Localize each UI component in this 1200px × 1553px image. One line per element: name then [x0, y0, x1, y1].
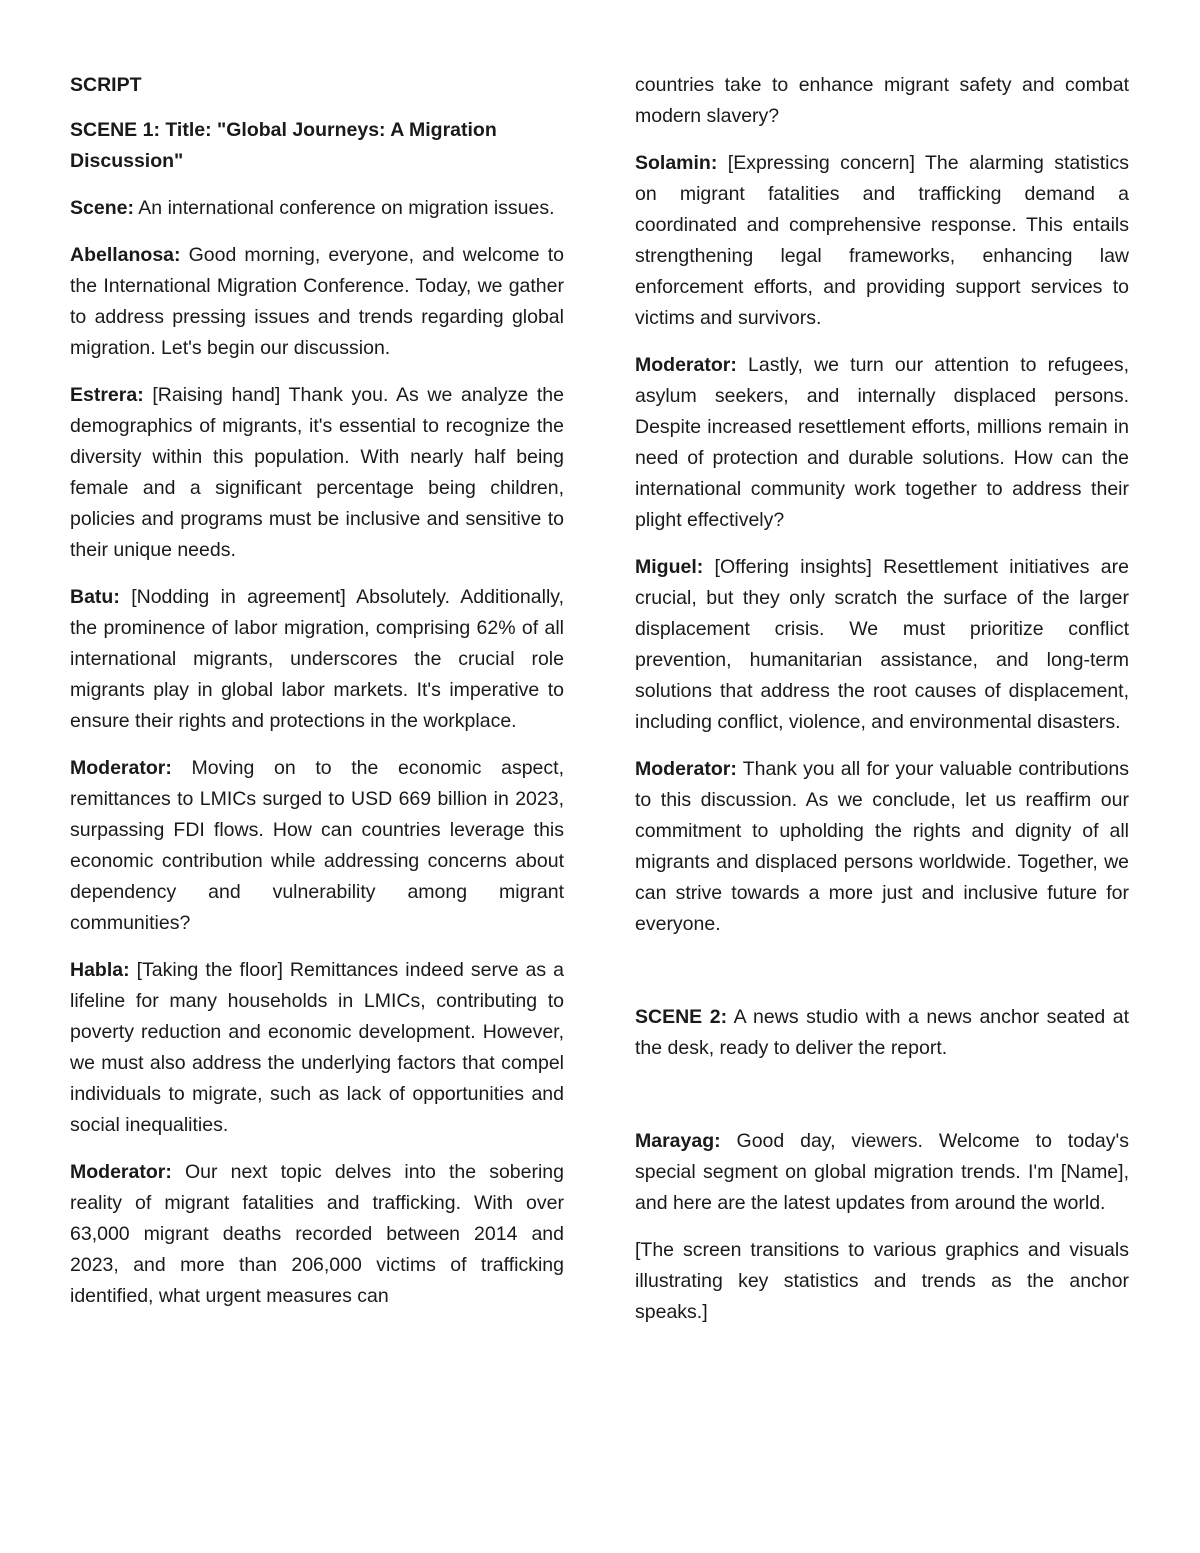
- speaker-name: Abellanosa:: [70, 244, 181, 266]
- scene2-text: A news studio with a news anchor seated at the desk, ready to deliver the report.: [635, 1006, 1129, 1059]
- dialogue-marayag: [635, 1126, 1129, 1219]
- dialogue-abellanosa: [70, 240, 564, 364]
- scene-description: [70, 193, 564, 224]
- speaker-name: Miguel:: [635, 556, 704, 578]
- scene2-label: SCENE 2:: [635, 1006, 728, 1028]
- dialogue-text: Good day, viewers. Welcome to today's special segment on global migration trends. I'm [Name], and here are the latest updates from around the world.: [635, 1130, 1129, 1214]
- dialogue-moderator-4: [635, 754, 1129, 940]
- speaker-name: Batu:: [70, 586, 120, 608]
- dialogue-moderator-2: [70, 1157, 564, 1312]
- speaker-name: Estrera:: [70, 384, 144, 406]
- dialogue-habla: [70, 955, 564, 1141]
- dialogue-moderator-2-continued: countries take to enhance migrant safety and combat modern slavery?: [635, 74, 1129, 127]
- speaker-name: Moderator:: [635, 758, 737, 780]
- scene1-title: SCENE 1: Title: "Global Journeys: A Migration Discussion": [70, 119, 497, 172]
- dialogue-text: Good morning, everyone, and welcome to the International Migration Conference. Today, we gather to address pressing issues and trends regarding global migration. Let's begin our discussion.: [70, 244, 564, 359]
- left-column: [70, 70, 564, 1328]
- scene-text: An international conference on migration issues.: [133, 197, 555, 219]
- spacer: [635, 1080, 1129, 1126]
- speaker-name: Moderator:: [635, 354, 737, 376]
- dialogue-text: Thank you all for your valuable contributions to this discussion. As we conclude, let us reaffirm our commitment to upholding the rights and dignity of all migrants and displaced persons worldwide. Together, we can strive towards a more just and inclusive future for everyone.: [635, 758, 1129, 935]
- speaker-name: Moderator:: [70, 757, 172, 779]
- dialogue-solamin: [635, 148, 1129, 334]
- dialogue-miguel: [635, 552, 1129, 738]
- dialogue-text: Lastly, we turn our attention to refugees, asylum seekers, and internally displaced persons. Despite increased resettlement efforts, millions remain in need of protection and durable solutions. How can the international community work together to address their plight effectively?: [635, 354, 1129, 531]
- dialogue-text: Our next topic delves into the sobering reality of migrant fatalities and trafficking. With over 63,000 migrant deaths recorded between 2014 and 2023, and more than 206,000 victims of trafficking identified, what urgent measures can: [70, 1161, 564, 1307]
- speaker-name: Habla:: [70, 959, 130, 981]
- dialogue-estrera: [70, 380, 564, 566]
- speaker-name: Moderator:: [70, 1161, 172, 1183]
- dialogue-text: [Raising hand] Thank you. As we analyze the demographics of migrants, it's essential to recognize the diversity within this population. With nearly half being female and a significant percentage being children, policies and programs must be inclusive and sensitive to their unique needs.: [70, 384, 564, 561]
- dialogue-text: Moving on to the economic aspect, remittances to LMICs surged to USD 669 billion in 2023, surpassing FDI flows. How can countries leverage this economic contribution while addressing concerns about dependency and vulnerability among migrant communities?: [70, 757, 564, 934]
- dialogue-text: [Expressing concern] The alarming statistics on migrant fatalities and trafficking demand a coordinated and comprehensive response. This entails strengthening legal frameworks, enhancing law enforcement efforts, and providing support services to victims and survivors.: [635, 152, 1129, 329]
- dialogue-text: [Nodding in agreement] Absolutely. Additionally, the prominence of labor migration, comprising 62% of all international migrants, underscores the crucial role migrants play in global labor markets. It's imperative to ensure their rights and protections in the workplace.: [70, 586, 564, 732]
- dialogue-text: [Offering insights] Resettlement initiatives are crucial, but they only scratch the surface of the larger displacement crisis. We must prioritize conflict prevention, humanitarian assistance, and long-term solutions that address the root causes of displacement, including conflict, violence, and environmental disasters.: [635, 556, 1129, 733]
- dialogue-text: [Taking the floor] Remittances indeed serve as a lifeline for many households in LMICs, contributing to poverty reduction and economic development. However, we must also address the underlying factors that compel individuals to migrate, such as lack of opportunities and social inequalities.: [70, 959, 564, 1136]
- speaker-name: Solamin:: [635, 152, 718, 174]
- right-column: [635, 70, 1129, 1344]
- dialogue-moderator-1: [70, 753, 564, 939]
- spacer: [635, 956, 1129, 1002]
- scene2-description: [635, 1002, 1129, 1064]
- dialogue-batu: [70, 582, 564, 737]
- script-heading: SCRIPT: [70, 74, 142, 96]
- stage-direction: [The screen transitions to various graphics and visuals illustrating key statistics and trends as the anchor speaks.]: [635, 1239, 1129, 1323]
- dialogue-moderator-3: [635, 350, 1129, 536]
- speaker-name: Marayag:: [635, 1130, 721, 1152]
- scene-label: Scene:: [70, 197, 134, 219]
